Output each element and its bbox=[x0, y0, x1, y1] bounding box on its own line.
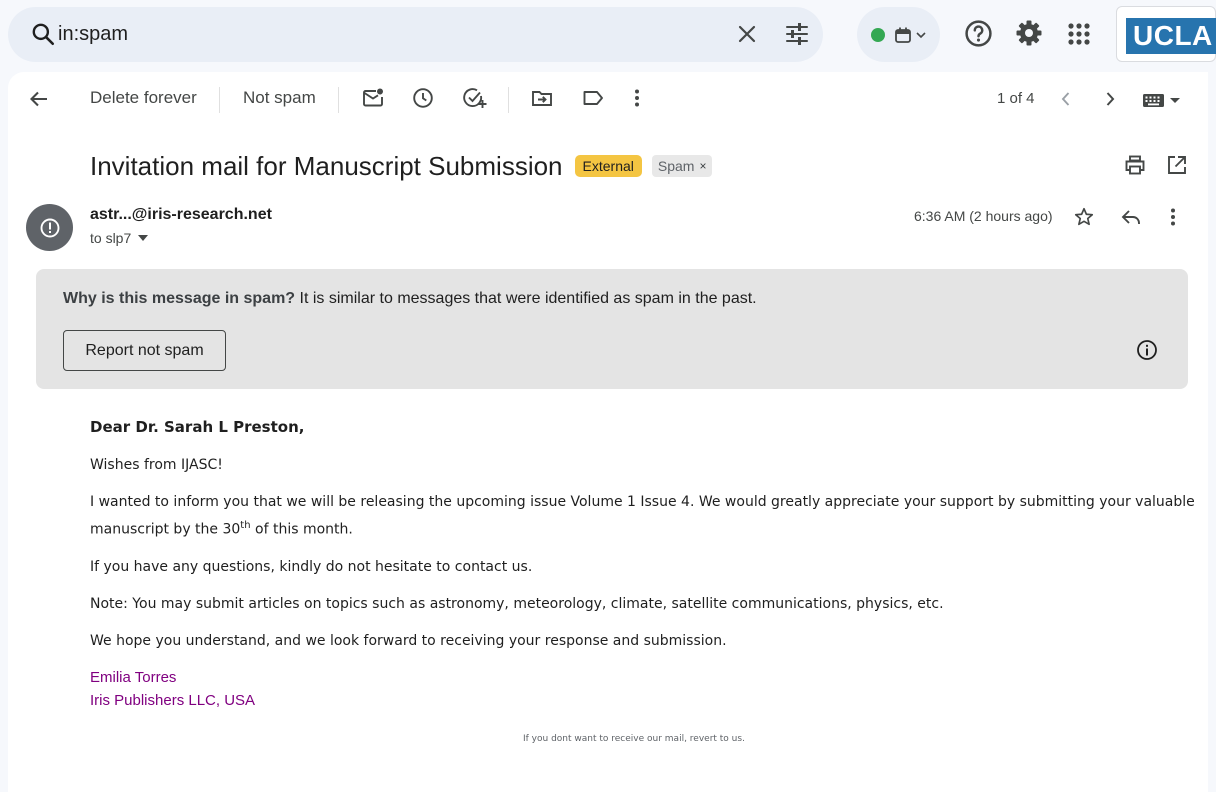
spam-warning-banner bbox=[36, 269, 1188, 389]
add-task-icon[interactable] bbox=[463, 87, 487, 109]
external-tag: External bbox=[575, 155, 642, 177]
email-timestamp: 6:36 AM (2 hours ago) bbox=[914, 208, 1053, 224]
email-body bbox=[90, 418, 1200, 712]
superscript: th bbox=[240, 520, 251, 531]
label-icon[interactable] bbox=[582, 87, 604, 109]
signature-name: Emilia Torres bbox=[90, 668, 177, 686]
mark-unread-icon[interactable] bbox=[362, 87, 384, 109]
recipient-line[interactable] bbox=[90, 230, 148, 246]
gear-icon[interactable] bbox=[1015, 19, 1043, 47]
page-count: 1 of 4 bbox=[997, 90, 1035, 107]
account-logo[interactable] bbox=[1116, 6, 1216, 62]
message-view bbox=[8, 72, 1208, 792]
info-icon[interactable] bbox=[1136, 339, 1158, 361]
chevron-right-icon[interactable] bbox=[1102, 89, 1118, 109]
sender-avatar[interactable] bbox=[26, 204, 73, 251]
body-line: Wishes from IJASC! bbox=[90, 457, 223, 473]
spam-reason-question: Why is this message in spam? bbox=[63, 290, 296, 307]
body-line: I wanted to inform you that we will be releasing the upcoming issue Volume 1 Issue 4. We would greatly appreciate your support by submitting your valuable manuscript by the 30 bbox=[90, 494, 1195, 538]
spam-label-chip[interactable] bbox=[652, 155, 713, 177]
chevron-down-icon bbox=[915, 29, 927, 41]
message-more-icon[interactable] bbox=[1165, 206, 1181, 228]
search-options-icon[interactable] bbox=[784, 22, 810, 46]
greeting: Dear Dr. Sarah L Preston, bbox=[90, 418, 305, 436]
recipient-text: to slp7 bbox=[90, 230, 132, 246]
spam-label-text: Spam bbox=[657, 158, 695, 174]
toolbar-divider bbox=[338, 87, 339, 113]
status-dot bbox=[871, 28, 885, 42]
status-selector[interactable] bbox=[857, 7, 940, 62]
unsubscribe-footer: If you dont want to receive our mail, revert to us. bbox=[523, 734, 745, 744]
signature-organization: Iris Publishers LLC, USA bbox=[90, 691, 256, 709]
print-icon[interactable] bbox=[1124, 154, 1146, 176]
toolbar-divider bbox=[219, 87, 220, 113]
reply-icon[interactable] bbox=[1120, 206, 1142, 228]
email-subject: Invitation mail for Manuscript Submission bbox=[90, 150, 563, 181]
toolbar-divider bbox=[508, 87, 509, 113]
apps-grid-icon[interactable] bbox=[1067, 22, 1091, 46]
delete-forever-button[interactable]: Delete forever bbox=[90, 88, 197, 107]
remove-label-icon[interactable]: × bbox=[699, 159, 707, 173]
calendar-icon bbox=[894, 26, 912, 44]
more-vert-icon[interactable] bbox=[629, 87, 645, 109]
report-not-spam-button[interactable]: Report not spam bbox=[63, 330, 226, 371]
body-line: If you have any questions, kindly do not hesitate to contact us. bbox=[90, 558, 533, 575]
snooze-clock-icon[interactable] bbox=[412, 87, 434, 109]
chevron-left-icon[interactable] bbox=[1058, 89, 1074, 109]
body-line: Note: You may submit articles on topics such as astronomy, meteorology, climate, satellite communications, physics, etc. bbox=[90, 595, 944, 612]
move-to-folder-icon[interactable] bbox=[531, 87, 553, 109]
body-line: of this month. bbox=[250, 521, 353, 538]
search-input[interactable]: in:spam bbox=[58, 23, 129, 45]
search-icon[interactable] bbox=[30, 21, 56, 47]
back-arrow-icon[interactable] bbox=[28, 88, 50, 110]
message-toolbar bbox=[8, 72, 1200, 126]
open-new-window-icon[interactable] bbox=[1166, 154, 1188, 176]
clear-search-icon[interactable] bbox=[735, 22, 759, 46]
brand-text: UCLA bbox=[1126, 18, 1216, 54]
body-line: We hope you understand, and we look forward to receiving your response and submission. bbox=[90, 632, 727, 649]
not-spam-button[interactable]: Not spam bbox=[243, 88, 316, 107]
spam-reason bbox=[63, 290, 757, 308]
spam-reason-text: It is similar to messages that were identified as spam in the past. bbox=[295, 290, 757, 307]
warning-icon bbox=[39, 217, 61, 239]
sender-address[interactable]: astr...@iris-research.net bbox=[90, 206, 272, 223]
star-icon[interactable] bbox=[1073, 206, 1095, 228]
body-paragraph bbox=[90, 490, 1200, 542]
keyboard-icon[interactable] bbox=[1142, 92, 1184, 108]
top-bar bbox=[0, 0, 1213, 68]
search-bar[interactable] bbox=[8, 7, 823, 62]
subject-row bbox=[90, 150, 712, 182]
help-icon[interactable] bbox=[964, 19, 993, 48]
caret-down-icon[interactable] bbox=[138, 234, 148, 242]
signature bbox=[90, 666, 1200, 712]
